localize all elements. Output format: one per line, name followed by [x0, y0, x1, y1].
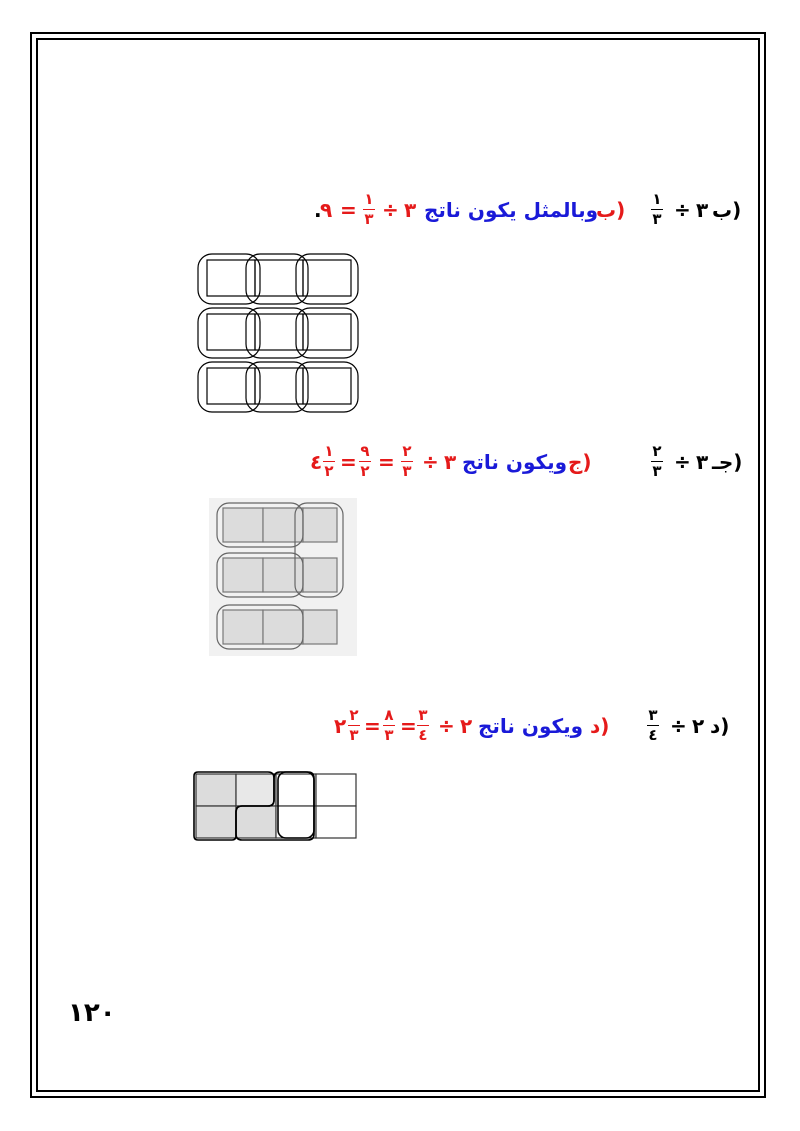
answer-text: ويكون ناتج [478, 714, 584, 738]
fraction-numerator: ٣ [418, 706, 428, 724]
answer-label: د) [590, 714, 610, 738]
problem-j-line [300, 442, 760, 482]
answer-division-sign: ÷ [438, 714, 455, 738]
fraction-numerator: ١ [652, 190, 662, 208]
answer-whole: ٢ [460, 714, 473, 738]
fraction-denominator: ٤ [648, 726, 658, 744]
answer-fraction [362, 190, 376, 230]
question-whole: ٢ [692, 714, 705, 738]
answer-period: . [314, 198, 322, 222]
answer-mixed-fraction [347, 706, 361, 746]
fraction-denominator: ٤ [418, 726, 428, 744]
answer-equals: = [340, 198, 357, 222]
answer-equals-1: = [400, 714, 417, 738]
answer-step-fraction [382, 706, 396, 746]
fraction-numerator: ١ [324, 442, 334, 460]
answer-mixed-whole: ٤ [310, 450, 323, 474]
answer-equals-2: = [364, 714, 381, 738]
fraction-numerator: ٩ [360, 442, 370, 460]
question-label: جـ) [712, 450, 743, 474]
answer-step-fraction [358, 442, 372, 482]
answer-label: ج) [568, 450, 592, 474]
fraction-numerator: ١ [364, 190, 374, 208]
figure-j-grid [209, 498, 357, 656]
page-number: ١٢٠ [68, 998, 116, 1028]
answer-text: ويكون ناتج [462, 450, 568, 474]
problem-b-line [300, 190, 760, 230]
answer-fraction [416, 706, 430, 746]
problem-d-line [300, 706, 760, 746]
question-label: د) [710, 714, 730, 738]
fraction-denominator: ٢ [360, 462, 370, 480]
fraction-numerator: ٣ [648, 706, 658, 724]
question-label: ب) [712, 198, 742, 222]
question-fraction [646, 706, 660, 746]
figure-b-grid [195, 252, 365, 414]
fraction-denominator: ٢ [324, 462, 334, 480]
fraction-denominator: ٣ [402, 462, 412, 480]
answer-equals-1: = [378, 450, 395, 474]
answer-whole: ٣ [404, 198, 417, 222]
fraction-denominator: ٣ [384, 726, 394, 744]
question-whole: ٣ [696, 450, 709, 474]
answer-mixed-fraction [322, 442, 336, 482]
fraction-numerator: ٢ [402, 442, 412, 460]
fraction-denominator: ٣ [652, 462, 662, 480]
fraction-numerator: ٢ [349, 706, 359, 724]
question-fraction [650, 442, 664, 482]
question-division-sign: ÷ [674, 198, 691, 222]
fraction-numerator: ٢ [652, 442, 662, 460]
answer-fraction [400, 442, 414, 482]
question-fraction [650, 190, 664, 230]
answer-equals-2: = [340, 450, 357, 474]
question-division-sign: ÷ [674, 450, 691, 474]
fraction-denominator: ٣ [364, 210, 374, 228]
answer-result: ٩ [320, 198, 333, 222]
answer-division-sign: ÷ [422, 450, 439, 474]
answer-label: ب) [596, 198, 626, 222]
figure-d-grid [190, 770, 360, 850]
fraction-denominator: ٣ [349, 726, 359, 744]
fraction-numerator: ٨ [384, 706, 394, 724]
question-whole: ٣ [696, 198, 709, 222]
answer-division-sign: ÷ [382, 198, 399, 222]
fraction-denominator: ٣ [652, 210, 662, 228]
answer-mixed-whole: ٢ [334, 714, 347, 738]
answer-text: وبالمثل يكون ناتج [424, 198, 599, 222]
answer-whole: ٣ [444, 450, 457, 474]
question-division-sign: ÷ [670, 714, 687, 738]
